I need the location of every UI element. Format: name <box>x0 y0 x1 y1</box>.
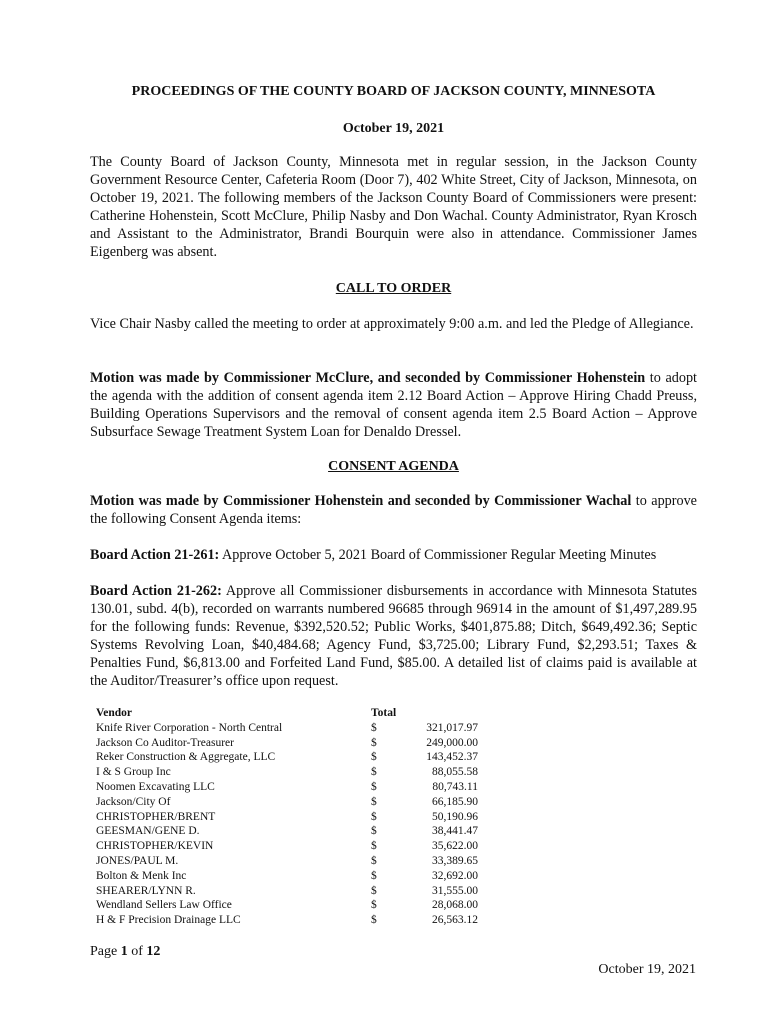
footer-date: October 19, 2021 <box>598 962 696 977</box>
agenda-motion-text: to adopt the agenda with the addition of consent agenda item 2.12 Board Action – Approve Hiring Chadd Preuss, Building Operations Supervisors and the removal of consent agenda item 2.5 Board Action – Approve Subsurface Sewage Treatment System Loan for Denaldo Dressel. <box>90 370 698 440</box>
page-total: 12 <box>146 944 161 959</box>
vendor-amount: 143,452.37 <box>426 751 478 764</box>
vendor-amount: 38,441.47 <box>432 825 478 838</box>
table-row <box>96 810 478 825</box>
vendor-table-header <box>96 706 478 721</box>
table-row <box>96 765 478 780</box>
vendor-name: H & F Precision Drainage LLC <box>96 914 241 927</box>
meeting-date: October 19, 2021 <box>342 121 445 136</box>
table-row <box>96 795 478 810</box>
table-row <box>96 780 478 795</box>
vendor-name: Bolton & Menk Inc <box>96 869 187 882</box>
call-to-order-heading: CALL TO ORDER <box>335 281 452 296</box>
table-row <box>96 721 478 736</box>
board-action-261 <box>90 546 697 564</box>
vendor-amount: 35,622.00 <box>432 840 478 853</box>
vendor-name: Knife River Corporation - North Central <box>96 721 283 734</box>
vendor-column-header: Vendor <box>96 707 132 719</box>
currency-symbol: $ <box>371 780 377 793</box>
consent-motion-text: to approve the following Consent Agenda items: <box>90 493 697 527</box>
vendor-name: I & S Group Inc <box>96 766 171 779</box>
vendor-name: SHEARER/LYNN R. <box>96 884 196 897</box>
currency-symbol: $ <box>371 766 377 779</box>
vendor-name: CHRISTOPHER/BRENT <box>96 810 216 823</box>
vendor-name: Wendland Sellers Law Office <box>96 899 232 912</box>
vendor-amount: 26,563.12 <box>432 914 478 927</box>
vendor-amount: 33,389.65 <box>432 854 478 867</box>
consent-agenda-heading: CONSENT AGENDA <box>328 459 459 474</box>
board-action-261-label: Board Action 21-261: <box>90 547 220 563</box>
currency-symbol: $ <box>371 884 377 897</box>
page-of: of <box>127 944 147 959</box>
vendor-table-body <box>96 721 478 928</box>
currency-symbol: $ <box>371 721 377 734</box>
document-title: PROCEEDINGS OF THE COUNTY BOARD OF JACKSON COUNTY, MINNESOTA <box>131 84 656 99</box>
table-row <box>96 913 478 928</box>
table-row <box>96 869 478 884</box>
vendor-amount: 80,743.11 <box>432 780 478 793</box>
vendor-name: Jackson Co Auditor-Treasurer <box>96 736 234 749</box>
table-row <box>96 736 478 751</box>
consent-motion-paragraph <box>90 492 697 528</box>
agenda-motion-paragraph <box>90 369 697 441</box>
page-number <box>90 943 160 960</box>
vendor-amount: 31,555.00 <box>432 884 478 897</box>
currency-symbol: $ <box>371 854 377 867</box>
table-row <box>96 884 478 899</box>
board-action-262-label: Board Action 21-262: <box>90 583 222 599</box>
vendor-amount: 249,000.00 <box>426 736 478 749</box>
currency-symbol: $ <box>371 751 377 764</box>
board-action-262-text: Approve all Commissioner disbursements in accordance with Minnesota Statutes 130.01, subd. 4(b), recorded on warrants numbered 96685 through 96914 in the amount of $1,497,289.95 for the following funds: Revenue, $392,520.52; Public Works, $401,875.88; Ditch, $649,492.36; Septic Systems Revolving Loan, $40,484.68; Agency Fund, $3,725.00; Library Fund, $2,293.51; Taxes & Penalties Fund, $6,813.00 and Forfeited Land Fund, $85.00. A detailed list of claims paid is available at the Auditor/Treasurer’s office upon request. <box>90 583 697 689</box>
currency-symbol: $ <box>371 869 377 882</box>
currency-symbol: $ <box>371 736 377 749</box>
currency-symbol: $ <box>371 899 377 912</box>
vendor-name: CHRISTOPHER/KEVIN <box>96 840 214 853</box>
vendor-table <box>96 706 478 928</box>
table-row <box>96 839 478 854</box>
agenda-motion-bold: Motion was made by Commissioner McClure, and seconded by Commissioner Hohenstein <box>90 370 646 386</box>
page-prefix: Page <box>90 944 121 959</box>
table-row <box>96 854 478 869</box>
vendor-name: JONES/PAUL M. <box>96 854 179 867</box>
table-row <box>96 750 478 765</box>
vendor-name: Noomen Excavating LLC <box>96 780 215 793</box>
call-to-order-paragraph: Vice Chair Nasby called the meeting to order at approximately 9:00 a.m. and led the Pledge of Allegiance. <box>90 316 694 332</box>
table-row <box>96 824 478 839</box>
vendor-amount: 28,068.00 <box>432 899 478 912</box>
vendor-amount: 66,185.90 <box>432 795 478 808</box>
currency-symbol: $ <box>371 840 377 853</box>
currency-symbol: $ <box>371 795 377 808</box>
total-column-header: Total <box>371 707 397 719</box>
currency-symbol: $ <box>371 810 377 823</box>
currency-symbol: $ <box>371 825 377 838</box>
table-row <box>96 898 478 913</box>
currency-symbol: $ <box>371 914 377 927</box>
vendor-name: Jackson/City Of <box>96 795 171 808</box>
intro-paragraph: The County Board of Jackson County, Minnesota met in regular session, in the Jackson County Government Resource Center, Cafeteria Room (Door 7), 402 White Street, City of Jackson, Minnesota, on October 19, 2021. The following members of the Jackson County Board of Commissioners were present: Catherine Hohenstein, Scott McClure, Philip Nasby and Don Wachal. County Administrator, Ryan Krosch and Assistant to the Administrator, Brandi Bourquin were also in attendance. Commissioner James Eigenberg was absent. <box>90 154 697 260</box>
vendor-amount: 88,055.58 <box>432 766 478 779</box>
vendor-amount: 50,190.96 <box>432 810 478 823</box>
board-action-262 <box>90 582 697 690</box>
vendor-name: Reker Construction & Aggregate, LLC <box>96 751 276 764</box>
vendor-name: GEESMAN/GENE D. <box>96 825 200 838</box>
consent-motion-bold: Motion was made by Commissioner Hohenstein and seconded by Commissioner Wachal <box>90 493 632 509</box>
vendor-amount: 321,017.97 <box>426 721 478 734</box>
page-current: 1 <box>120 944 128 959</box>
board-action-261-text: Approve October 5, 2021 Board of Commissioner Regular Meeting Minutes <box>219 547 657 563</box>
vendor-amount: 32,692.00 <box>432 869 478 882</box>
